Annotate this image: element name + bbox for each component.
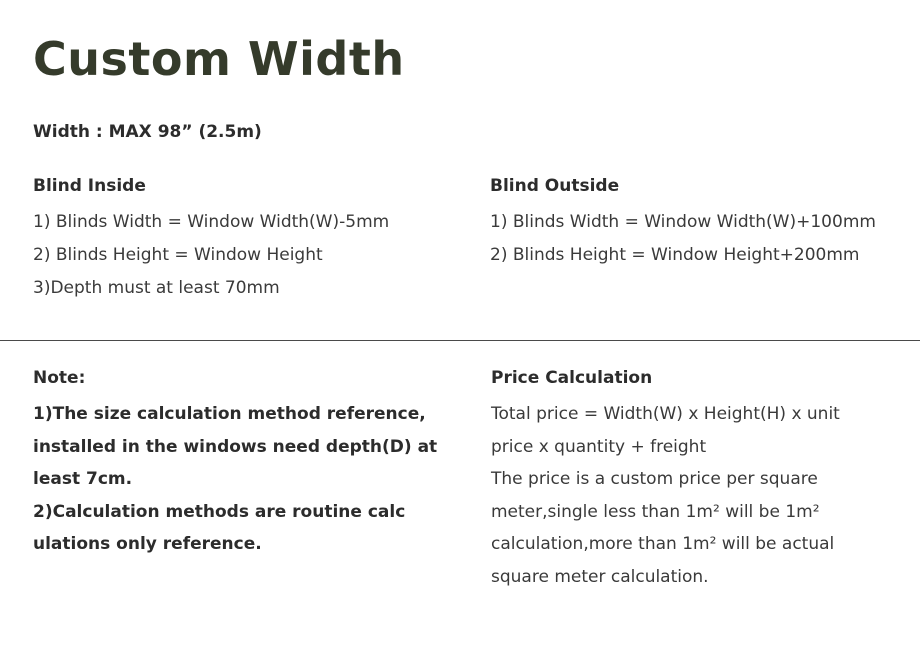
note-line: installed in the windows need depth(D) at	[33, 436, 438, 457]
blind-inside-heading: Blind Inside	[33, 176, 146, 196]
price-calculation-line: The price is a custom price per square	[491, 469, 818, 490]
blind-outside-line: 2) Blinds Height = Window Height+200mm	[490, 245, 860, 265]
price-calculation-line: price x quantity + freight	[491, 436, 707, 457]
price-calculation-line: calculation,more than 1m² will be actual	[491, 534, 835, 555]
note-line: 2)Calculation methods are routine calc	[33, 501, 406, 522]
price-calculation-line: Total price = Width(W) x Height(H) x unit	[491, 404, 840, 424]
blind-inside-line: 3)Depth must at least 70mm	[33, 278, 280, 298]
note-section	[33, 365, 473, 561]
price-calculation-heading: Price Calculation	[491, 368, 653, 388]
blind-outside-section	[490, 173, 920, 272]
width-spec: Width : MAX 98” (2.5m)	[33, 122, 262, 142]
blind-inside-line: 1) Blinds Width = Window Width(W)-5mm	[33, 212, 390, 232]
note-heading: Note:	[33, 368, 86, 388]
blind-outside-line: 1) Blinds Width = Window Width(W)+100mm	[490, 212, 876, 232]
blind-outside-heading: Blind Outside	[490, 176, 620, 196]
note-line: ulations only reference.	[33, 534, 262, 555]
blind-inside-section	[33, 173, 463, 305]
price-calculation-section	[491, 365, 891, 594]
price-calculation-line: square meter calculation.	[491, 566, 709, 587]
price-calculation-line: meter,single less than 1m² will be 1m²	[491, 501, 820, 522]
note-line: least 7cm.	[33, 469, 133, 490]
section-divider	[0, 340, 920, 341]
page-title: Custom Width	[33, 32, 405, 86]
note-line: 1)The size calculation method reference,	[33, 404, 426, 424]
blind-inside-line: 2) Blinds Height = Window Height	[33, 245, 323, 265]
